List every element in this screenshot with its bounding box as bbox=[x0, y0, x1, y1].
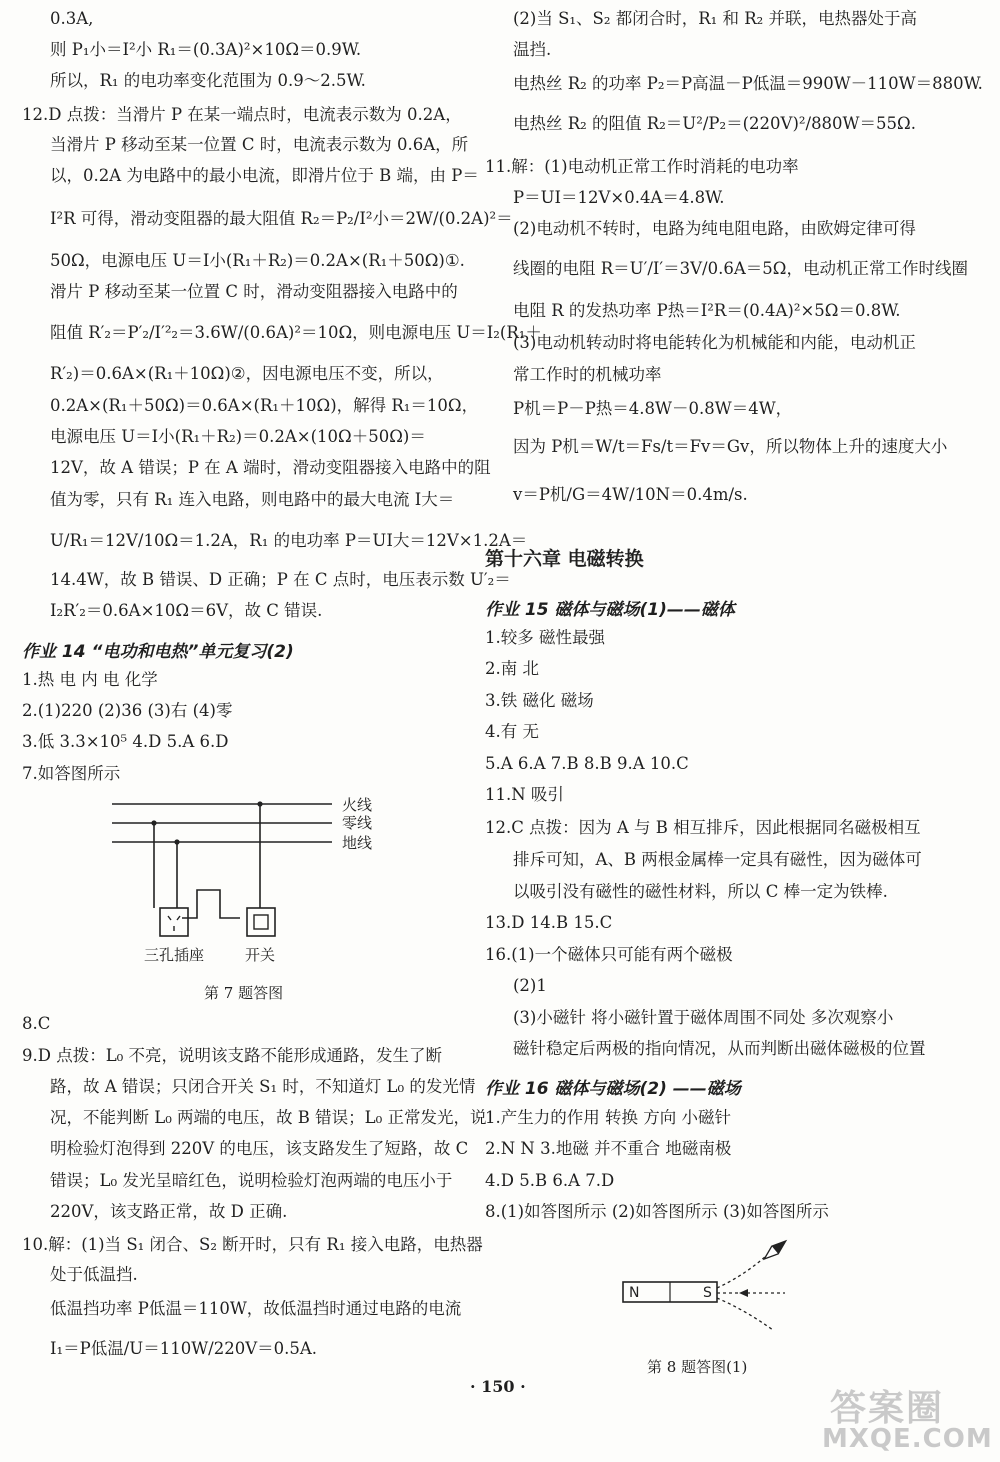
figure-7-circuit bbox=[82, 790, 422, 970]
answer-13: 13.D 14.B 15.C bbox=[485, 913, 613, 932]
text-line: 温挡. bbox=[513, 40, 552, 59]
text-line: 电源电压 U＝I小(R₁＋R₂)＝0.2A×(10Ω＋50Ω)＝ bbox=[50, 427, 426, 446]
formula-line: I₁＝P低温/U＝110W/220V＝0.5A. bbox=[50, 1339, 318, 1358]
text-line: (2)当 S₁、S₂ 都闭合时，R₁ 和 R₂ 并联，电热器处于高 bbox=[513, 9, 918, 28]
formula-line: 因为 P机＝W/t＝Fs/t＝Fv＝Gv，所以物体上升的速度大小 bbox=[513, 437, 948, 456]
formula-line: v＝P机/G＝4W/10N＝0.4m/s. bbox=[513, 485, 748, 504]
compass-needle-icon bbox=[761, 1237, 789, 1263]
chapter-heading: 第十六章 电磁转换 bbox=[485, 548, 644, 570]
text-line: 路，故 A 错误；只闭合开关 S₁ 时，不知道灯 L₀ 的发光情 bbox=[50, 1077, 476, 1096]
text-line: 明检验灯泡得到 220V 的电压，该支路发生了短路，故 C bbox=[50, 1139, 469, 1158]
formula-line: U/R₁＝12V/10Ω＝1.2A，R₁ 的电功率 P＝UI大＝12V×1.2A＝ bbox=[50, 531, 528, 550]
text-line: 当滑片 P 移动至某一位置 C 时，电流表示数为 0.6A，所 bbox=[50, 135, 469, 154]
section-heading-14: 作业 14 “电功和电热”单元复习(2) bbox=[22, 642, 294, 662]
field-line bbox=[717, 1255, 767, 1288]
text-line: 0.2A×(R₁＋50Ω)＝0.6A×(R₁＋10Ω)，解得 R₁＝10Ω， bbox=[50, 396, 479, 415]
text-line: 处于低温挡. bbox=[50, 1265, 138, 1284]
text-line: R′₂)＝0.6A×(R₁＋10Ω)②，因电源电压不变，所以， bbox=[50, 364, 444, 383]
figure-8-magnet bbox=[615, 1230, 815, 1340]
watermark-text: 答案圈 bbox=[830, 1388, 945, 1429]
text-line: 滑片 P 移动至某一位置 C 时，滑动变阻器接入电路中的 bbox=[50, 282, 458, 301]
answer-9: 9.D 点拨：L₀ 不亮，说明该支路不能形成通路，发生了断 bbox=[22, 1046, 443, 1065]
label-switch: 开关 bbox=[245, 946, 276, 964]
text-line: 14.4W，故 B 错误、D 正确；P 在 C 点时，电压表示数 U′₂＝ bbox=[50, 570, 511, 589]
switch-icon bbox=[247, 908, 275, 936]
text-line: 所以，R₁ 的电功率变化范围为 0.9～2.5W. bbox=[50, 71, 366, 90]
label-live: 火线 bbox=[342, 796, 373, 814]
answer-1: 1.热 电 内 电 化学 bbox=[22, 670, 158, 689]
page-number: · 150 · bbox=[470, 1377, 526, 1396]
text-line: 磁针稳定后两极的指向情况，从而判断出磁体磁极的位置 bbox=[513, 1039, 926, 1058]
watermark bbox=[820, 1380, 993, 1460]
field-line bbox=[717, 1298, 773, 1330]
formula-line: 电热丝 R₂ 的阻值 R₂＝U²/P₂＝(220V)²/880W＝55Ω. bbox=[513, 114, 916, 133]
text-line: 况，不能判断 L₀ 两端的电压，故 B 错误；L₀ 正常发光，说 bbox=[50, 1108, 487, 1127]
answer-1: 1.产生力的作用 转换 方向 小磁针 bbox=[485, 1108, 731, 1127]
answer-4: 4.D 5.B 6.A 7.D bbox=[485, 1171, 615, 1190]
answer-2: 2.南 北 bbox=[485, 659, 539, 678]
text-line: 以，0.2A 为电路中的最小电流，即滑片位于 B 端，由 P＝ bbox=[50, 166, 479, 185]
text-line: 以吸引没有磁性的磁性材料，所以 C 棒一定为铁棒. bbox=[513, 882, 888, 901]
answer-4: 4.有 无 bbox=[485, 722, 539, 741]
text-line: 则 P₁小＝I²小 R₁＝(0.3A)²×10Ω＝0.9W. bbox=[50, 40, 362, 59]
formula-line: 线圈的电阻 R＝U′/I′＝3V/0.6A＝5Ω，电动机正常工作时线圈 bbox=[513, 259, 968, 278]
answer-11: 11.N 吸引 bbox=[485, 785, 564, 804]
answer-3: 3.低 3.3×10⁵ 4.D 5.A 6.D bbox=[22, 732, 229, 751]
label-neutral: 零线 bbox=[342, 814, 373, 832]
magnet-n-label: N bbox=[629, 1285, 640, 1301]
text-line: (2)1 bbox=[513, 976, 547, 995]
answer-12: 12.D 点拨：当滑片 P 在某一端点时，电流表示数为 0.2A， bbox=[22, 105, 462, 124]
answer-2: 2.(1)220 (2)36 (3)右 (4)零 bbox=[22, 701, 233, 720]
socket-icon bbox=[160, 908, 188, 936]
arrow-icon bbox=[739, 1289, 748, 1297]
text-line: 低温挡功率 P低温＝110W，故低温挡时通过电路的电流 bbox=[50, 1299, 462, 1318]
text-line: 错误；L₀ 发光呈暗红色，说明检验灯泡两端的电压小于 bbox=[50, 1171, 453, 1190]
answer-12: 12.C 点拨：因为 A 与 B 相互排斥，因此根据同名磁极相互 bbox=[485, 818, 921, 837]
text-line: 220V，该支路正常，故 D 正确. bbox=[50, 1202, 288, 1221]
text-line: I₂R′₂＝0.6A×10Ω＝6V，故 C 错误. bbox=[50, 601, 323, 620]
text-line: (2)电动机不转时，电路为纯电阻电路，由欧姆定律可得 bbox=[513, 219, 916, 238]
text-line: 电阻 R 的发热功率 P热＝I²R＝(0.4A)²×5Ω＝0.8W. bbox=[513, 301, 901, 320]
text-line: 50Ω，电源电压 U＝I小(R₁＋R₂)＝0.2A×(R₁＋50Ω)①. bbox=[50, 251, 465, 270]
text-line: (3)电动机转动时将电能转化为机械能和内能，电动机正 bbox=[513, 333, 916, 352]
answer-8: 8.(1)如答图所示 (2)如答图所示 (3)如答图所示 bbox=[485, 1202, 829, 1221]
answer-5: 5.A 6.A 7.B 8.B 9.A 10.C bbox=[485, 754, 689, 773]
text-line: 常工作时的机械功率 bbox=[513, 365, 662, 384]
text-line: (3)小磁针 将小磁针置于磁体周围不同处 多次观察小 bbox=[513, 1008, 894, 1027]
watermark-url: MXQE.COM bbox=[822, 1424, 993, 1454]
figure-7-caption: 第 7 题答图 bbox=[204, 984, 284, 1002]
section-heading-15: 作业 15 磁体与磁场(1)——磁体 bbox=[485, 600, 735, 620]
figure-8-caption: 第 8 题答图(1) bbox=[647, 1358, 748, 1376]
text-line: 值为零，只有 R₁ 连入电路，则电路中的最大电流 I大＝ bbox=[50, 490, 455, 509]
answer-8: 8.C bbox=[22, 1014, 51, 1033]
answer-16: 16.(1)一个磁体只可能有两个磁极 bbox=[485, 945, 733, 964]
section-heading-16: 作业 16 磁体与磁场(2) ——磁场 bbox=[485, 1079, 741, 1099]
text-line: 12V，故 A 错误；P 在 A 端时，滑动变阻器接入电路中的阻 bbox=[50, 458, 491, 477]
text-line: 0.3A, bbox=[50, 9, 94, 28]
answer-11: 11.解：(1)电动机正常工作时消耗的电功率 bbox=[485, 157, 799, 176]
answer-7: 7.如答图所示 bbox=[22, 764, 121, 783]
text-line: 电热丝 R₂ 的功率 P₂＝P高温－P低温＝990W－110W＝880W. bbox=[513, 74, 983, 93]
answer-3: 3.铁 磁化 磁场 bbox=[485, 691, 594, 710]
text-line: P机＝P－P热＝4.8W－0.8W＝4W， bbox=[513, 399, 793, 418]
label-ground: 地线 bbox=[342, 834, 373, 852]
answer-2: 2.N N 3.地磁 并不重合 地磁南极 bbox=[485, 1139, 732, 1158]
label-socket: 三孔插座 bbox=[144, 946, 205, 964]
magnet-s-label: S bbox=[703, 1285, 712, 1301]
formula-line: 阻值 R′₂＝P′₂/I′²₂＝3.6W/(0.6A)²＝10Ω，则电源电压 U＝I₂(R₁＋ bbox=[50, 323, 542, 342]
formula-line: I²R 可得，滑动变阻器的最大阻值 R₂＝P₂/I²小＝2W/(0.2A)²＝ bbox=[50, 209, 513, 228]
answer-10: 10.解：(1)当 S₁ 闭合、S₂ 断开时，只有 R₁ 接入电路，电热器 bbox=[22, 1235, 483, 1254]
text-line: 排斥可知，A、B 两根金属棒一定具有磁性，因为磁体可 bbox=[513, 850, 922, 869]
answer-1: 1.较多 磁性最强 bbox=[485, 628, 605, 647]
text-line: P＝UI＝12V×0.4A＝4.8W. bbox=[513, 188, 725, 207]
